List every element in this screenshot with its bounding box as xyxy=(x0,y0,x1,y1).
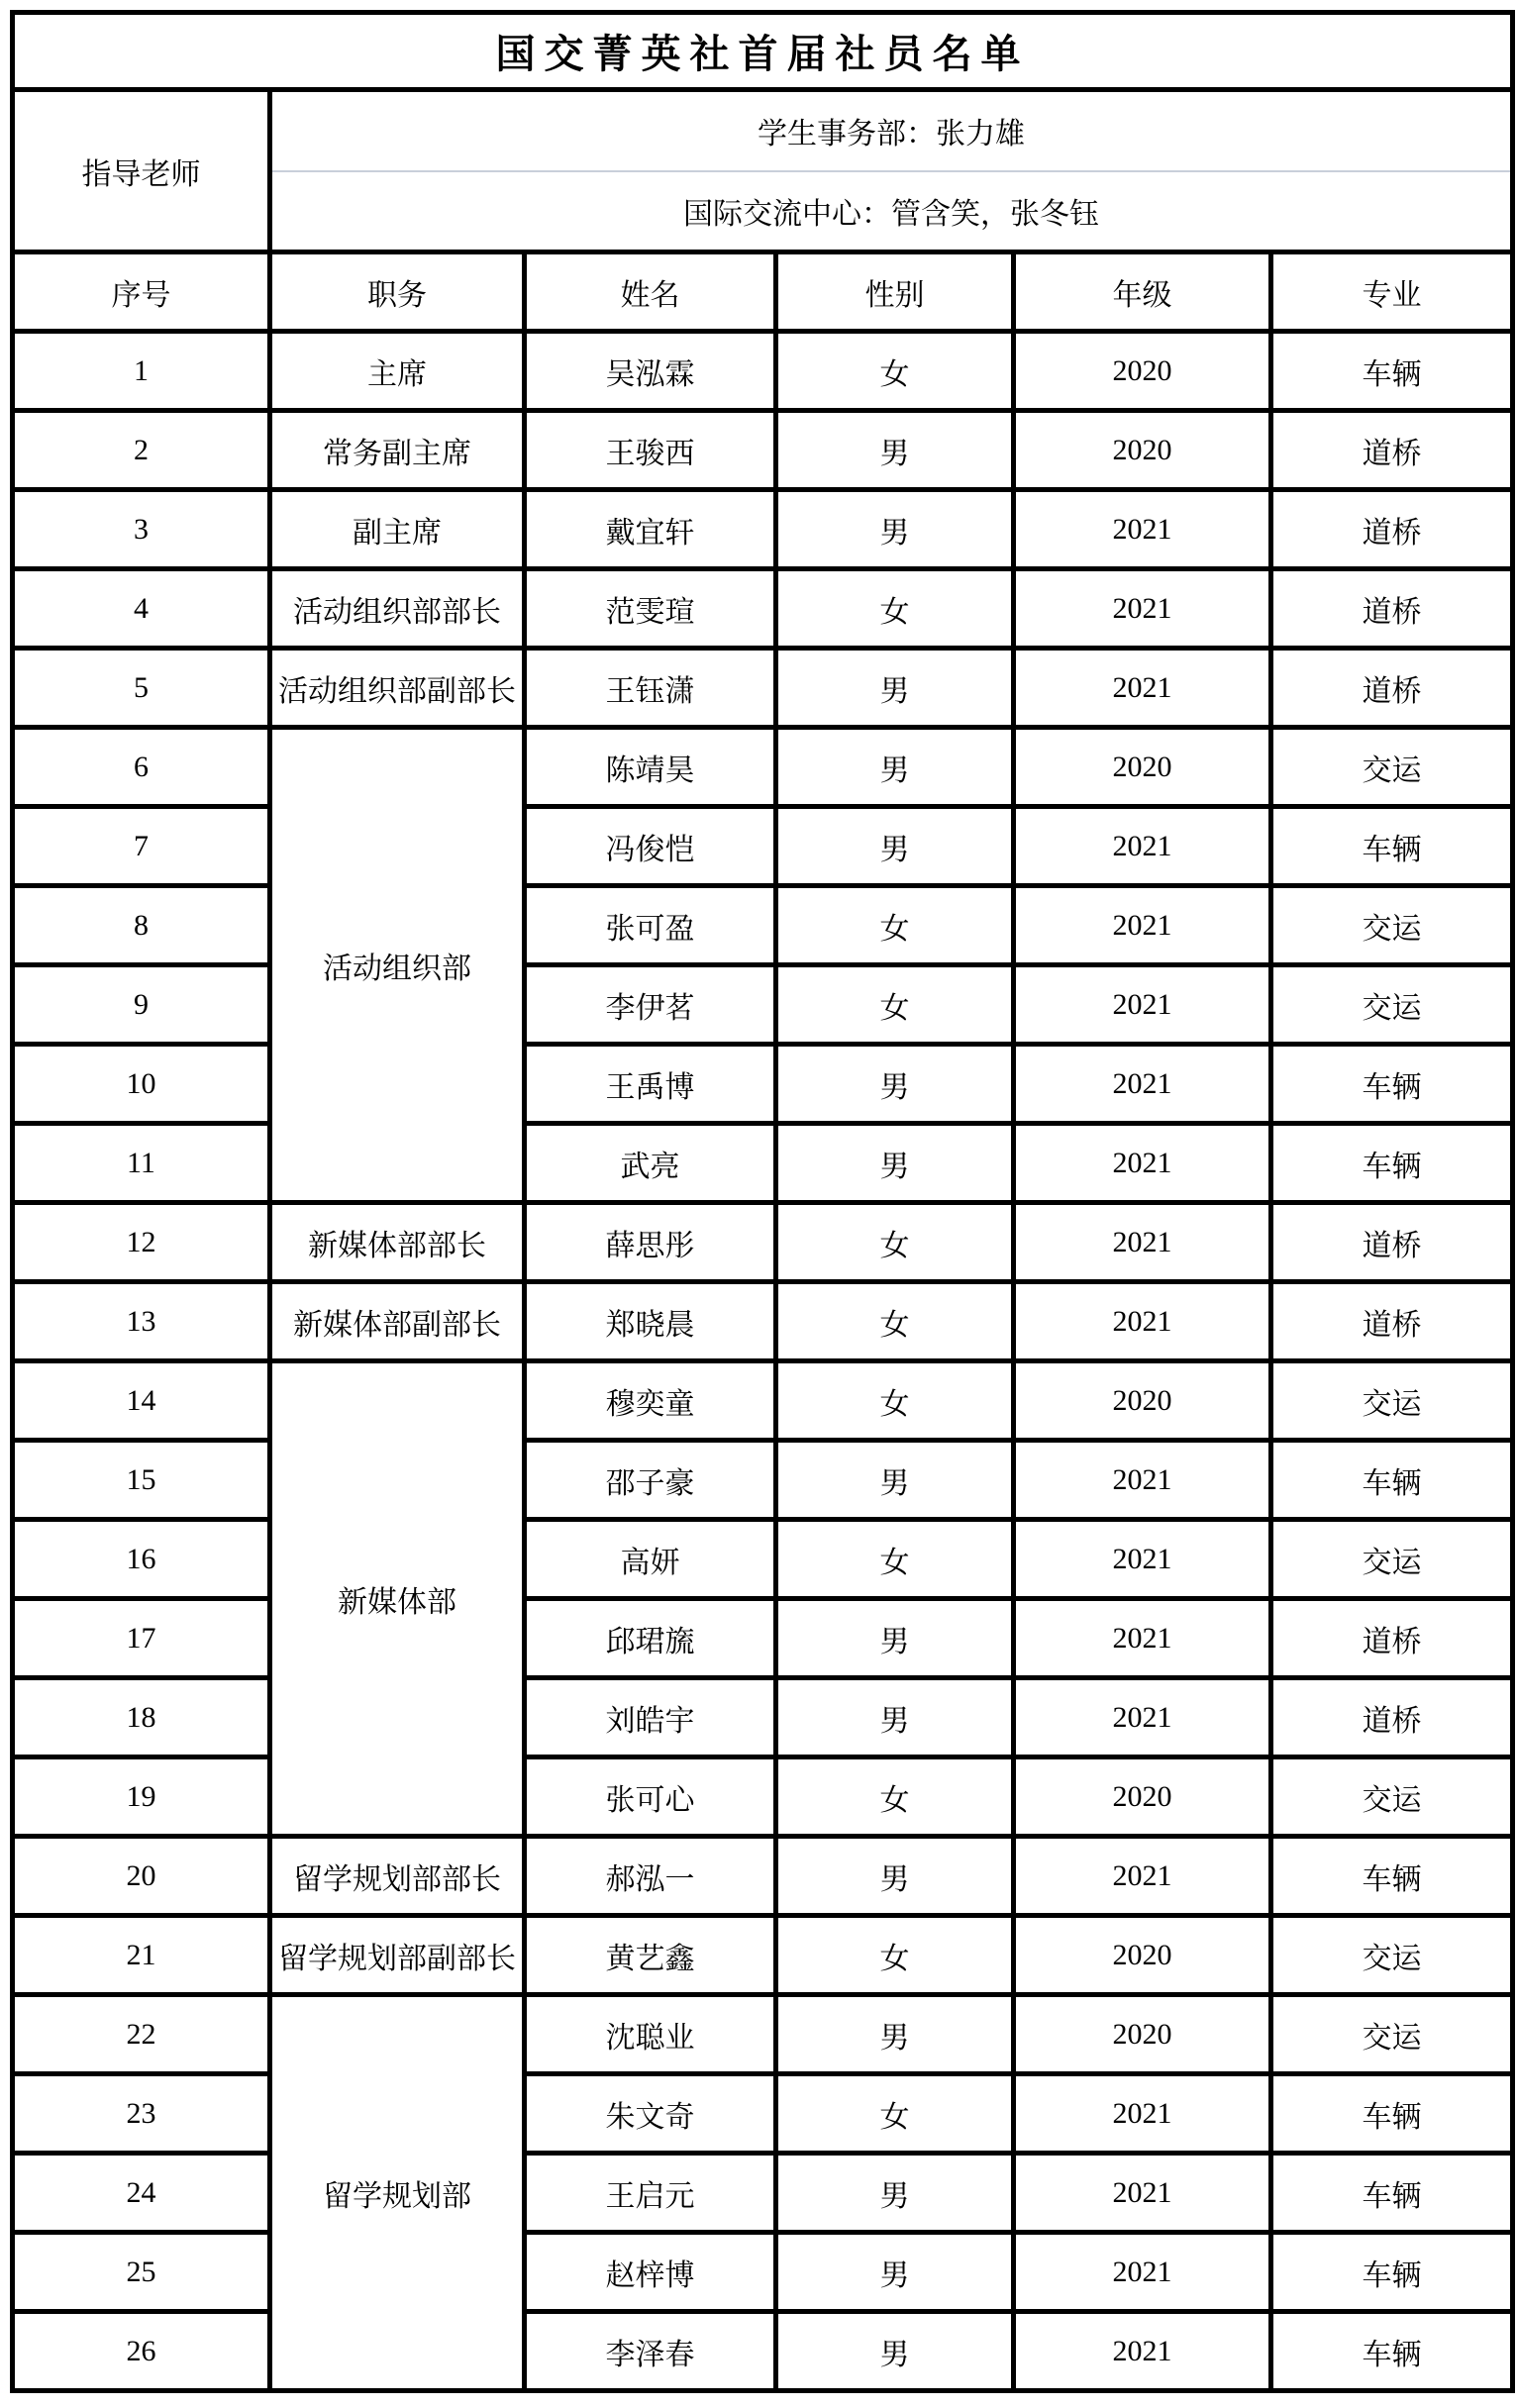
cell-major: 道桥 xyxy=(1271,569,1513,649)
cell-gender: 男 xyxy=(776,490,1014,569)
cell-name: 戴宜轩 xyxy=(525,490,776,569)
member-table xyxy=(10,10,1515,2393)
cell-major: 道桥 xyxy=(1271,1282,1513,1361)
cell-name: 王禹博 xyxy=(525,1045,776,1124)
cell-grade: 2021 xyxy=(1014,490,1271,569)
col-header-0: 序号 xyxy=(13,252,270,332)
cell-name: 黄艺鑫 xyxy=(525,1916,776,1995)
cell-name: 刘皓宇 xyxy=(525,1678,776,1757)
cell-index: 14 xyxy=(13,1361,270,1441)
cell-grade: 2021 xyxy=(1014,1203,1271,1282)
advisor-label: 指导老师 xyxy=(13,90,270,252)
table-row xyxy=(13,2074,1513,2154)
cell-name: 范雯瑄 xyxy=(525,569,776,649)
cell-position: 活动组织部副部长 xyxy=(270,649,525,728)
cell-position: 新媒体部部长 xyxy=(270,1203,525,1282)
cell-department: 活动组织部 xyxy=(270,728,525,1203)
cell-major: 道桥 xyxy=(1271,490,1513,569)
cell-grade: 2020 xyxy=(1014,1361,1271,1441)
table-row xyxy=(13,490,1513,569)
cell-gender: 男 xyxy=(776,728,1014,807)
cell-grade: 2021 xyxy=(1014,1599,1271,1678)
advisor-line-2: 国际交流中心：管含笑，张冬钰 xyxy=(270,171,1513,252)
cell-major: 道桥 xyxy=(1271,411,1513,490)
cell-grade: 2021 xyxy=(1014,1441,1271,1520)
cell-gender: 男 xyxy=(776,1045,1014,1124)
cell-grade: 2021 xyxy=(1014,2074,1271,2154)
col-header-5: 专业 xyxy=(1271,252,1513,332)
table-row xyxy=(13,1045,1513,1124)
cell-index: 11 xyxy=(13,1124,270,1203)
table-row xyxy=(13,1441,1513,1520)
table-row xyxy=(13,1124,1513,1203)
cell-gender: 女 xyxy=(776,1757,1014,1837)
cell-gender: 男 xyxy=(776,807,1014,886)
cell-name: 赵梓博 xyxy=(525,2233,776,2312)
table-row xyxy=(13,1520,1513,1599)
cell-gender: 女 xyxy=(776,1203,1014,1282)
table-row xyxy=(13,1361,1513,1441)
cell-index: 4 xyxy=(13,569,270,649)
cell-grade: 2021 xyxy=(1014,886,1271,965)
cell-major: 道桥 xyxy=(1271,649,1513,728)
cell-name: 王启元 xyxy=(525,2154,776,2233)
cell-index: 25 xyxy=(13,2233,270,2312)
cell-index: 15 xyxy=(13,1441,270,1520)
cell-gender: 女 xyxy=(776,332,1014,411)
cell-grade: 2020 xyxy=(1014,1995,1271,2074)
table-row xyxy=(13,728,1513,807)
cell-major: 交运 xyxy=(1271,1757,1513,1837)
cell-major: 交运 xyxy=(1271,728,1513,807)
cell-name: 武亮 xyxy=(525,1124,776,1203)
cell-position: 活动组织部部长 xyxy=(270,569,525,649)
cell-name: 穆奕童 xyxy=(525,1361,776,1441)
cell-grade: 2020 xyxy=(1014,411,1271,490)
cell-gender: 男 xyxy=(776,411,1014,490)
cell-index: 19 xyxy=(13,1757,270,1837)
cell-name: 邵子豪 xyxy=(525,1441,776,1520)
cell-major: 交运 xyxy=(1271,1916,1513,1995)
cell-index: 10 xyxy=(13,1045,270,1124)
header-row xyxy=(13,252,1513,332)
cell-index: 12 xyxy=(13,1203,270,1282)
cell-index: 5 xyxy=(13,649,270,728)
table-row xyxy=(13,569,1513,649)
table-row xyxy=(13,2233,1513,2312)
cell-name: 王骏西 xyxy=(525,411,776,490)
cell-name: 王钰潇 xyxy=(525,649,776,728)
cell-grade: 2021 xyxy=(1014,1282,1271,1361)
cell-major: 道桥 xyxy=(1271,1678,1513,1757)
cell-index: 8 xyxy=(13,886,270,965)
table-row xyxy=(13,807,1513,886)
cell-major: 车辆 xyxy=(1271,2233,1513,2312)
cell-grade: 2021 xyxy=(1014,2154,1271,2233)
cell-major: 车辆 xyxy=(1271,807,1513,886)
cell-grade: 2020 xyxy=(1014,1757,1271,1837)
cell-index: 23 xyxy=(13,2074,270,2154)
cell-index: 21 xyxy=(13,1916,270,1995)
cell-major: 车辆 xyxy=(1271,2312,1513,2391)
cell-major: 交运 xyxy=(1271,1520,1513,1599)
cell-name: 陈靖昊 xyxy=(525,728,776,807)
cell-name: 张可心 xyxy=(525,1757,776,1837)
cell-index: 16 xyxy=(13,1520,270,1599)
cell-position: 新媒体部副部长 xyxy=(270,1282,525,1361)
cell-grade: 2021 xyxy=(1014,1678,1271,1757)
cell-name: 沈聪业 xyxy=(525,1995,776,2074)
cell-gender: 男 xyxy=(776,1441,1014,1520)
table-row xyxy=(13,886,1513,965)
cell-gender: 男 xyxy=(776,1995,1014,2074)
col-header-4: 年级 xyxy=(1014,252,1271,332)
cell-name: 冯俊恺 xyxy=(525,807,776,886)
cell-gender: 女 xyxy=(776,1361,1014,1441)
cell-grade: 2020 xyxy=(1014,728,1271,807)
cell-index: 2 xyxy=(13,411,270,490)
table-row xyxy=(13,2154,1513,2233)
cell-grade: 2021 xyxy=(1014,569,1271,649)
cell-name: 郑晓晨 xyxy=(525,1282,776,1361)
cell-grade: 2021 xyxy=(1014,1045,1271,1124)
cell-major: 车辆 xyxy=(1271,332,1513,411)
cell-department: 新媒体部 xyxy=(270,1361,525,1837)
table-row xyxy=(13,649,1513,728)
table-row xyxy=(13,1916,1513,1995)
cell-gender: 女 xyxy=(776,2074,1014,2154)
cell-gender: 女 xyxy=(776,569,1014,649)
cell-major: 交运 xyxy=(1271,1361,1513,1441)
table-row xyxy=(13,1837,1513,1916)
cell-position: 副主席 xyxy=(270,490,525,569)
cell-index: 7 xyxy=(13,807,270,886)
cell-index: 3 xyxy=(13,490,270,569)
col-header-2: 姓名 xyxy=(525,252,776,332)
cell-gender: 男 xyxy=(776,1678,1014,1757)
cell-name: 高妍 xyxy=(525,1520,776,1599)
cell-gender: 女 xyxy=(776,1916,1014,1995)
cell-index: 20 xyxy=(13,1837,270,1916)
cell-index: 18 xyxy=(13,1678,270,1757)
table-row xyxy=(13,2312,1513,2391)
table-row xyxy=(13,1757,1513,1837)
cell-gender: 男 xyxy=(776,2312,1014,2391)
advisor-line-1: 学生事务部：张力雄 xyxy=(270,90,1513,171)
cell-grade: 2021 xyxy=(1014,1837,1271,1916)
cell-index: 1 xyxy=(13,332,270,411)
page-title: 国交菁英社首届社员名单 xyxy=(13,13,1513,90)
title-row xyxy=(13,13,1513,90)
cell-gender: 男 xyxy=(776,649,1014,728)
cell-name: 吴泓霖 xyxy=(525,332,776,411)
cell-index: 26 xyxy=(13,2312,270,2391)
table-row xyxy=(13,1599,1513,1678)
cell-name: 张可盈 xyxy=(525,886,776,965)
cell-grade: 2021 xyxy=(1014,2233,1271,2312)
cell-major: 道桥 xyxy=(1271,1599,1513,1678)
table-row xyxy=(13,1203,1513,1282)
cell-gender: 男 xyxy=(776,1124,1014,1203)
cell-major: 道桥 xyxy=(1271,1203,1513,1282)
cell-name: 薛思彤 xyxy=(525,1203,776,1282)
cell-major: 交运 xyxy=(1271,965,1513,1045)
col-header-1: 职务 xyxy=(270,252,525,332)
cell-name: 李伊茗 xyxy=(525,965,776,1045)
cell-major: 车辆 xyxy=(1271,2074,1513,2154)
cell-grade: 2020 xyxy=(1014,332,1271,411)
cell-grade: 2021 xyxy=(1014,1124,1271,1203)
table-row xyxy=(13,1995,1513,2074)
cell-major: 交运 xyxy=(1271,886,1513,965)
cell-index: 24 xyxy=(13,2154,270,2233)
cell-gender: 男 xyxy=(776,2154,1014,2233)
table-row xyxy=(13,411,1513,490)
table-row xyxy=(13,332,1513,411)
table-row xyxy=(13,1282,1513,1361)
cell-index: 9 xyxy=(13,965,270,1045)
cell-grade: 2021 xyxy=(1014,649,1271,728)
cell-gender: 女 xyxy=(776,1282,1014,1361)
cell-position: 留学规划部副部长 xyxy=(270,1916,525,1995)
cell-grade: 2021 xyxy=(1014,807,1271,886)
cell-gender: 男 xyxy=(776,1599,1014,1678)
cell-major: 车辆 xyxy=(1271,1441,1513,1520)
cell-grade: 2020 xyxy=(1014,1916,1271,1995)
table-row xyxy=(13,965,1513,1045)
cell-position: 主席 xyxy=(270,332,525,411)
cell-major: 车辆 xyxy=(1271,1837,1513,1916)
cell-index: 22 xyxy=(13,1995,270,2074)
advisor-row-1 xyxy=(13,90,1513,171)
cell-major: 车辆 xyxy=(1271,2154,1513,2233)
cell-department: 留学规划部 xyxy=(270,1995,525,2391)
cell-index: 13 xyxy=(13,1282,270,1361)
cell-gender: 女 xyxy=(776,886,1014,965)
cell-major: 交运 xyxy=(1271,1995,1513,2074)
cell-grade: 2021 xyxy=(1014,1520,1271,1599)
cell-gender: 女 xyxy=(776,965,1014,1045)
col-header-3: 性别 xyxy=(776,252,1014,332)
cell-gender: 女 xyxy=(776,1520,1014,1599)
cell-major: 车辆 xyxy=(1271,1124,1513,1203)
cell-name: 朱文奇 xyxy=(525,2074,776,2154)
cell-name: 邱珺旒 xyxy=(525,1599,776,1678)
cell-grade: 2021 xyxy=(1014,2312,1271,2391)
cell-gender: 男 xyxy=(776,2233,1014,2312)
table-row xyxy=(13,1678,1513,1757)
cell-position: 留学规划部部长 xyxy=(270,1837,525,1916)
cell-grade: 2021 xyxy=(1014,965,1271,1045)
cell-index: 17 xyxy=(13,1599,270,1678)
cell-index: 6 xyxy=(13,728,270,807)
cell-name: 郝泓一 xyxy=(525,1837,776,1916)
cell-major: 车辆 xyxy=(1271,1045,1513,1124)
cell-name: 李泽春 xyxy=(525,2312,776,2391)
cell-gender: 男 xyxy=(776,1837,1014,1916)
cell-position: 常务副主席 xyxy=(270,411,525,490)
